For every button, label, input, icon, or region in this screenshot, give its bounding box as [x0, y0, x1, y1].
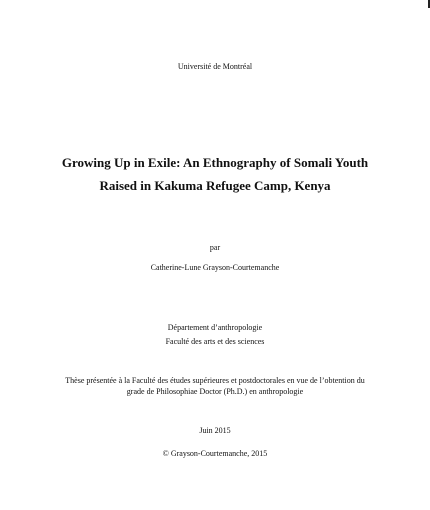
thesis-statement-line-2: grade de Philosophiae Doctor (Ph.D.) en anthropologie	[126, 387, 304, 396]
faculty-name: Faculté des arts et des sciences	[165, 337, 265, 346]
copyright-notice: © Grayson-Courtemanche, 2015	[162, 449, 268, 458]
author-name: Catherine-Lune Grayson-Courtemanche	[150, 263, 280, 272]
thesis-date: Juin 2015	[199, 426, 231, 435]
thesis-title-line-2: Raised in Kakuma Refugee Camp, Kenya	[99, 178, 331, 193]
by-label: par	[209, 243, 221, 252]
thesis-statement-line-1: Thèse présentée à la Faculté des études supérieures et postdoctorales en vue de l’obtention du	[65, 376, 365, 385]
department-name: Département d’anthropologie	[167, 323, 263, 332]
university-name: Université de Montréal	[177, 62, 253, 71]
thesis-title-line-1: Growing Up in Exile: An Ethnography of Somali Youth	[61, 155, 369, 170]
